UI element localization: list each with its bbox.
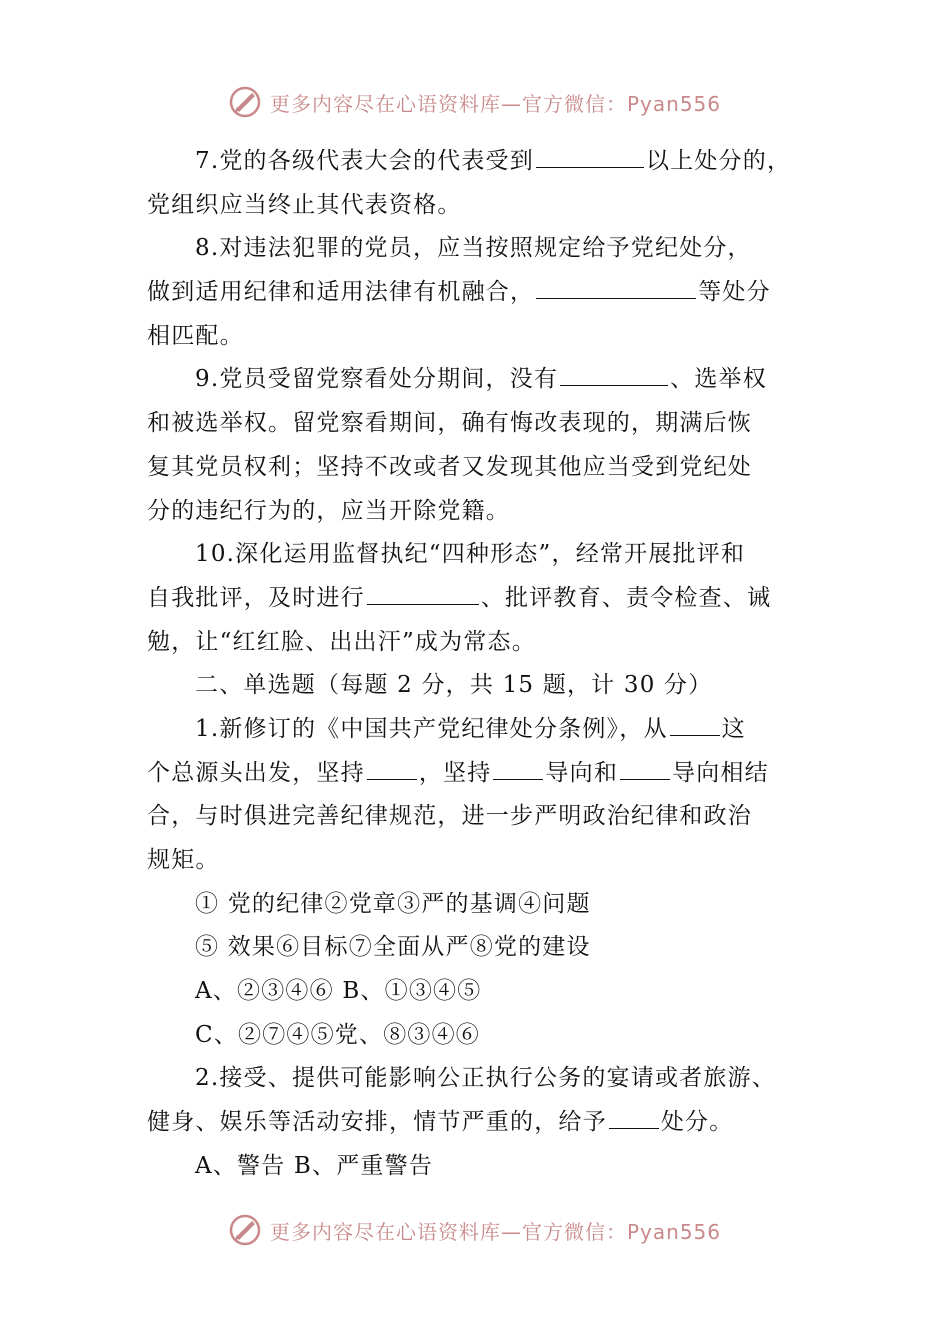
s2-q1-choice-cd: C、②⑦④⑤党、⑧③④⑥ bbox=[195, 1021, 480, 1048]
q8-line1: 8.对违法犯罪的党员，应当按照规定给予党纪处分， bbox=[195, 235, 752, 262]
answer-blank bbox=[609, 1106, 659, 1129]
q9-line2: 和被选举权。留党察看期间，确有悔改表现的，期满后恢 bbox=[147, 410, 752, 437]
pen-logo-icon bbox=[228, 85, 262, 119]
s2-q2-line1: 2.接受、提供可能影响公正执行公务的宴请或者旅游、 bbox=[195, 1065, 776, 1092]
answer-blank bbox=[367, 582, 479, 605]
s2-q1-line4: 规矩。 bbox=[147, 847, 220, 873]
answer-blank bbox=[536, 145, 644, 168]
watermark-banner-top bbox=[228, 82, 748, 122]
pen-logo-icon bbox=[228, 1213, 262, 1247]
q10-line3: 勉，让“红红脸、出出汗”成为常态。 bbox=[147, 628, 536, 655]
s2-q2-line2: 健身、娱乐等活动安排，情节严重的，给予 处分。 bbox=[147, 1101, 812, 1145]
watermark-text: 更多内容尽在心语资料库—官方微信：Pyan556 bbox=[270, 91, 722, 116]
q8-line3: 相匹配。 bbox=[147, 322, 244, 349]
document-body bbox=[147, 140, 812, 1189]
s2-q1-line3: 合，与时俱进完善纪律规范，进一步严明政治纪律和政治 bbox=[147, 803, 752, 830]
answer-blank bbox=[536, 276, 696, 299]
answer-blank bbox=[493, 757, 543, 780]
s2-q1-line2: 个总源头出发，坚持 ，坚持 导向和 导向相结 bbox=[147, 752, 812, 796]
section2-heading: 二、单选题（每题 2 分，共 15 题，计 30 分） bbox=[195, 672, 713, 699]
q9-line1: 9.党员受留党察看处分期间，没有 、选举权 bbox=[147, 358, 812, 402]
s2-q1-choice-ab: A、②③④⑥ B、①③④⑤ bbox=[195, 978, 482, 1005]
q7-line2: 党组织应当终止其代表资格。 bbox=[147, 191, 462, 218]
watermark-banner-bottom bbox=[228, 1210, 748, 1250]
q8-line2: 做到适用纪律和适用法律有机融合， 等处分 bbox=[147, 271, 812, 315]
q10-line2: 自我批评，及时进行 、批评教育、责令检查、诫 bbox=[147, 577, 812, 621]
s2-q2-choice-ab: A、警告 B、严重警告 bbox=[195, 1152, 434, 1179]
s2-q1-options2: ⑤ 效果⑥目标⑦全面从严⑧党的建设 bbox=[195, 934, 591, 961]
q10-line1: 10.深化运用监督执纪“四种形态”，经常开展批评和 bbox=[195, 541, 746, 568]
answer-blank bbox=[620, 757, 670, 780]
watermark-text: 更多内容尽在心语资料库—官方微信：Pyan556 bbox=[270, 1219, 722, 1244]
answer-blank bbox=[560, 363, 668, 386]
s2-q1-line1: 1.新修订的《中国共产党纪律处分条例》，从 这 bbox=[147, 708, 812, 752]
q7-line1: 7.党的各级代表大会的代表受到 以上处分的， bbox=[147, 140, 812, 184]
q9-line3: 复其党员权利；坚持不改或者又发现其他应当受到党纪处 bbox=[147, 453, 752, 480]
answer-blank bbox=[367, 757, 417, 780]
answer-blank bbox=[670, 713, 720, 736]
q9-line4: 分的违纪行为的，应当开除党籍。 bbox=[147, 497, 510, 524]
s2-q1-options1: ① 党的纪律②党章③严的基调④问题 bbox=[195, 890, 591, 917]
